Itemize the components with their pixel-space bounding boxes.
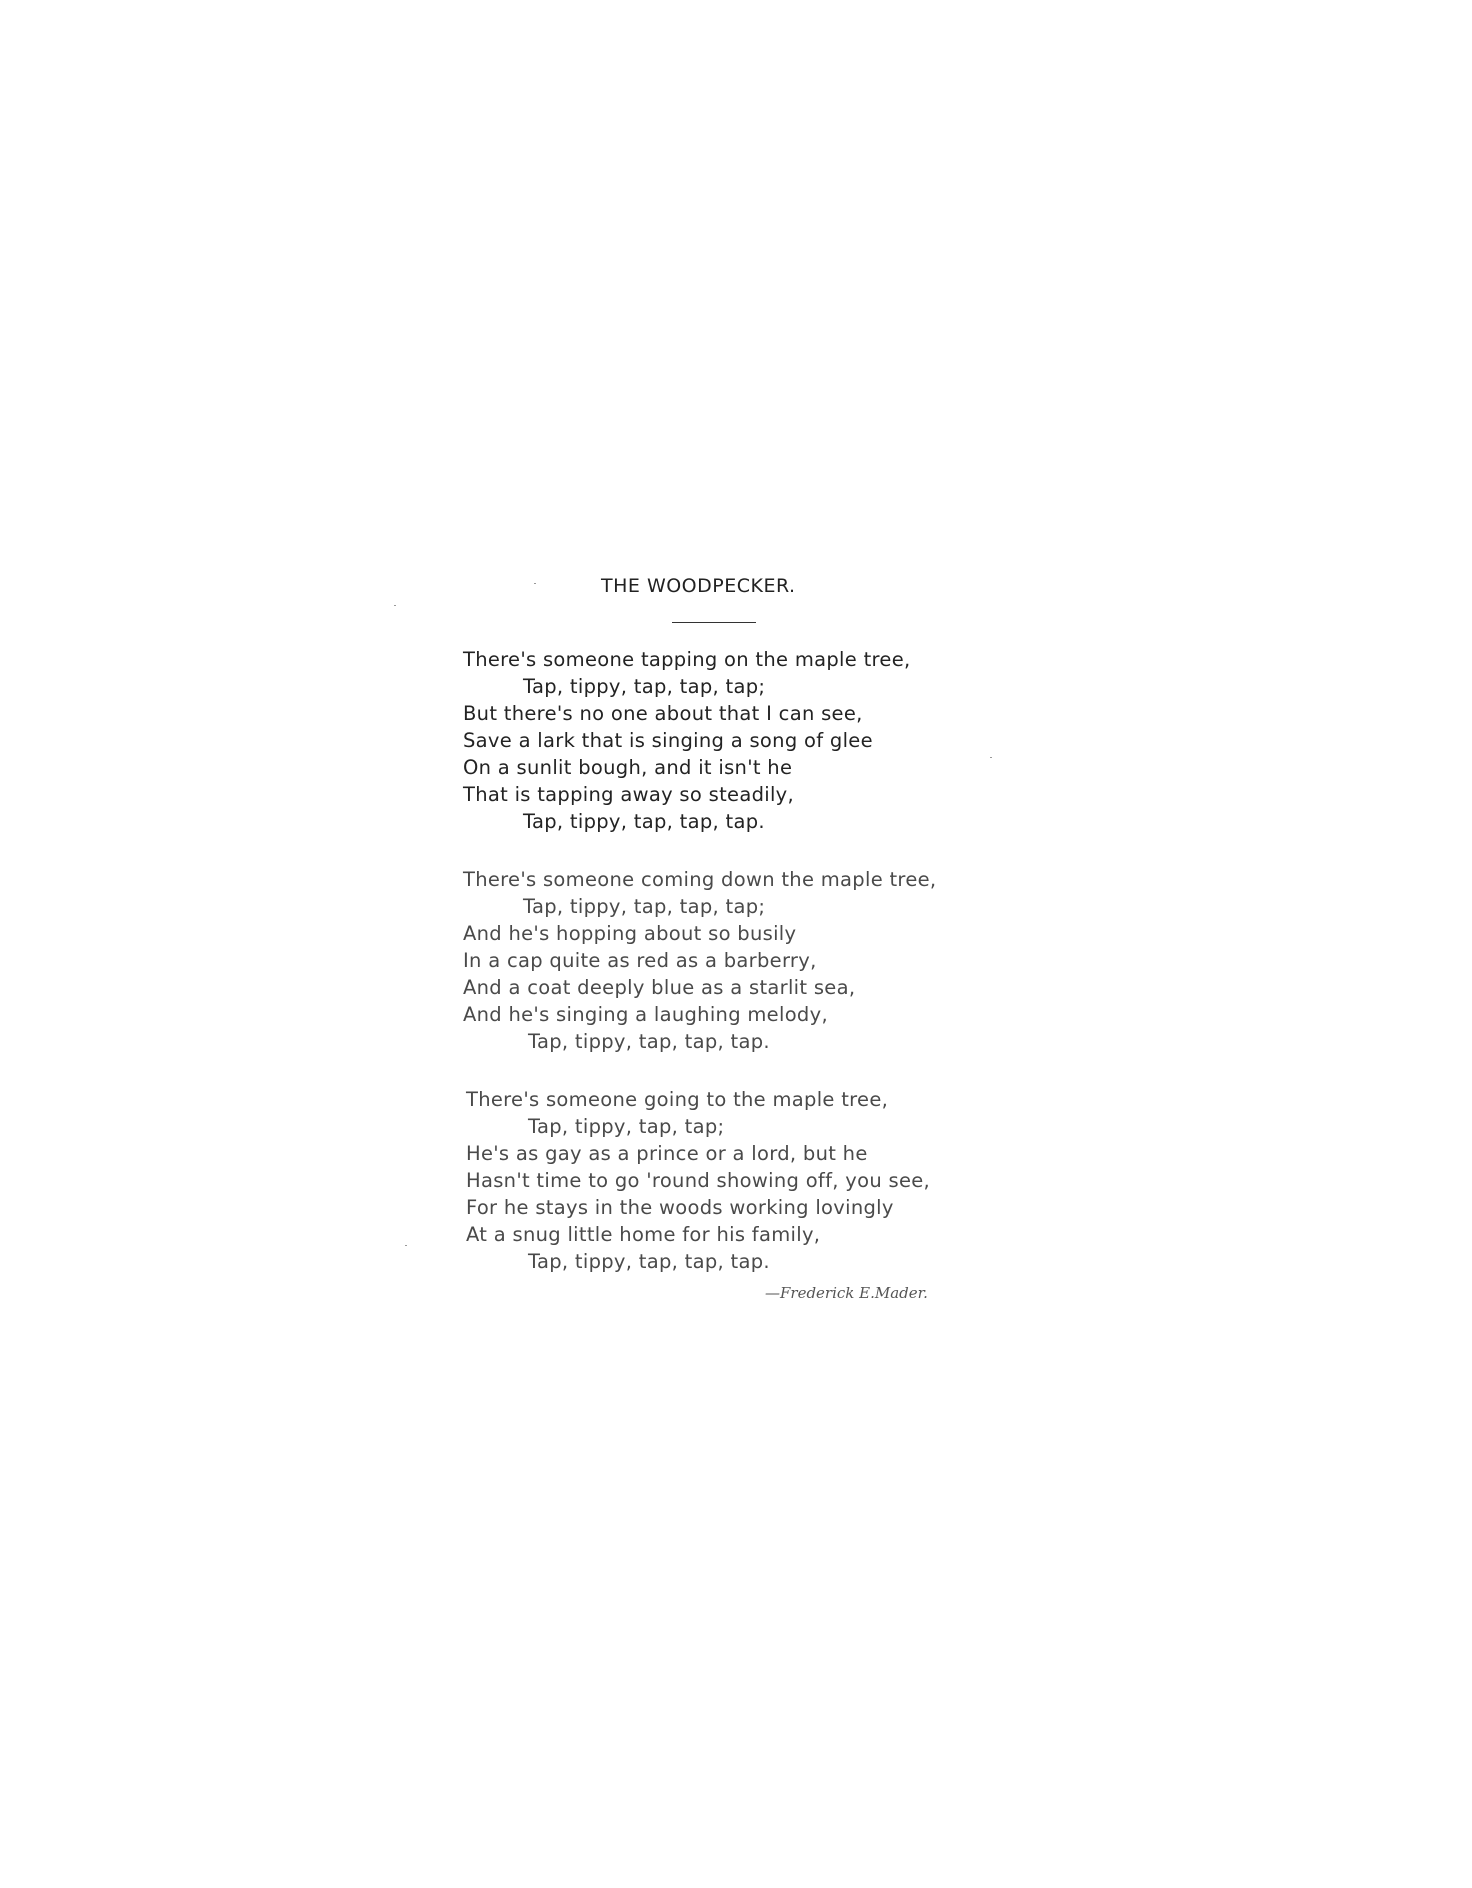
poem-line: Tap, tippy, tap, tap, tap; bbox=[523, 675, 766, 698]
scan-speck bbox=[990, 757, 992, 758]
scan-speck bbox=[534, 583, 536, 584]
poem-line: Hasn't time to go 'round showing off, you see, bbox=[466, 1169, 931, 1192]
poem-line: And a coat deeply blue as a starlit sea, bbox=[463, 976, 856, 999]
poem-line: Tap, tippy, tap, tap, tap. bbox=[523, 810, 765, 833]
poem-line: And he's hopping about so busily bbox=[463, 922, 797, 945]
poem-line: Tap, tippy, tap, tap, tap; bbox=[523, 895, 766, 918]
poem-line: Save a lark that is singing a song of glee bbox=[463, 729, 873, 752]
poem-title: THE WOODPECKER. bbox=[601, 575, 796, 597]
poem-line: But there's no one about that I can see, bbox=[463, 702, 863, 725]
scan-speck bbox=[405, 1245, 407, 1246]
poem-attribution: —Frederick E.Mader. bbox=[765, 1284, 928, 1302]
poem-line: That is tapping away so steadily, bbox=[463, 783, 795, 806]
title-divider bbox=[672, 622, 756, 623]
poem-line: Tap, tippy, tap, tap, tap. bbox=[528, 1030, 770, 1053]
poem-line: There's someone coming down the maple tree, bbox=[463, 868, 937, 891]
poem-line: On a sunlit bough, and it isn't he bbox=[463, 756, 793, 779]
poem-line: There's someone tapping on the maple tree, bbox=[463, 648, 911, 671]
poem-line: At a snug little home for his family, bbox=[466, 1223, 821, 1246]
poem-line: There's someone going to the maple tree, bbox=[466, 1088, 889, 1111]
poem-line: Tap, tippy, tap, tap, tap. bbox=[528, 1250, 770, 1273]
poem-line: And he's singing a laughing melody, bbox=[463, 1003, 828, 1026]
poem-line: For he stays in the woods working lovingly bbox=[466, 1196, 894, 1219]
poem-line: In a cap quite as red as a barberry, bbox=[463, 949, 817, 972]
poem-line: Tap, tippy, tap, tap; bbox=[528, 1115, 725, 1138]
scan-speck bbox=[394, 605, 396, 606]
poem-line: He's as gay as a prince or a lord, but he bbox=[466, 1142, 868, 1165]
